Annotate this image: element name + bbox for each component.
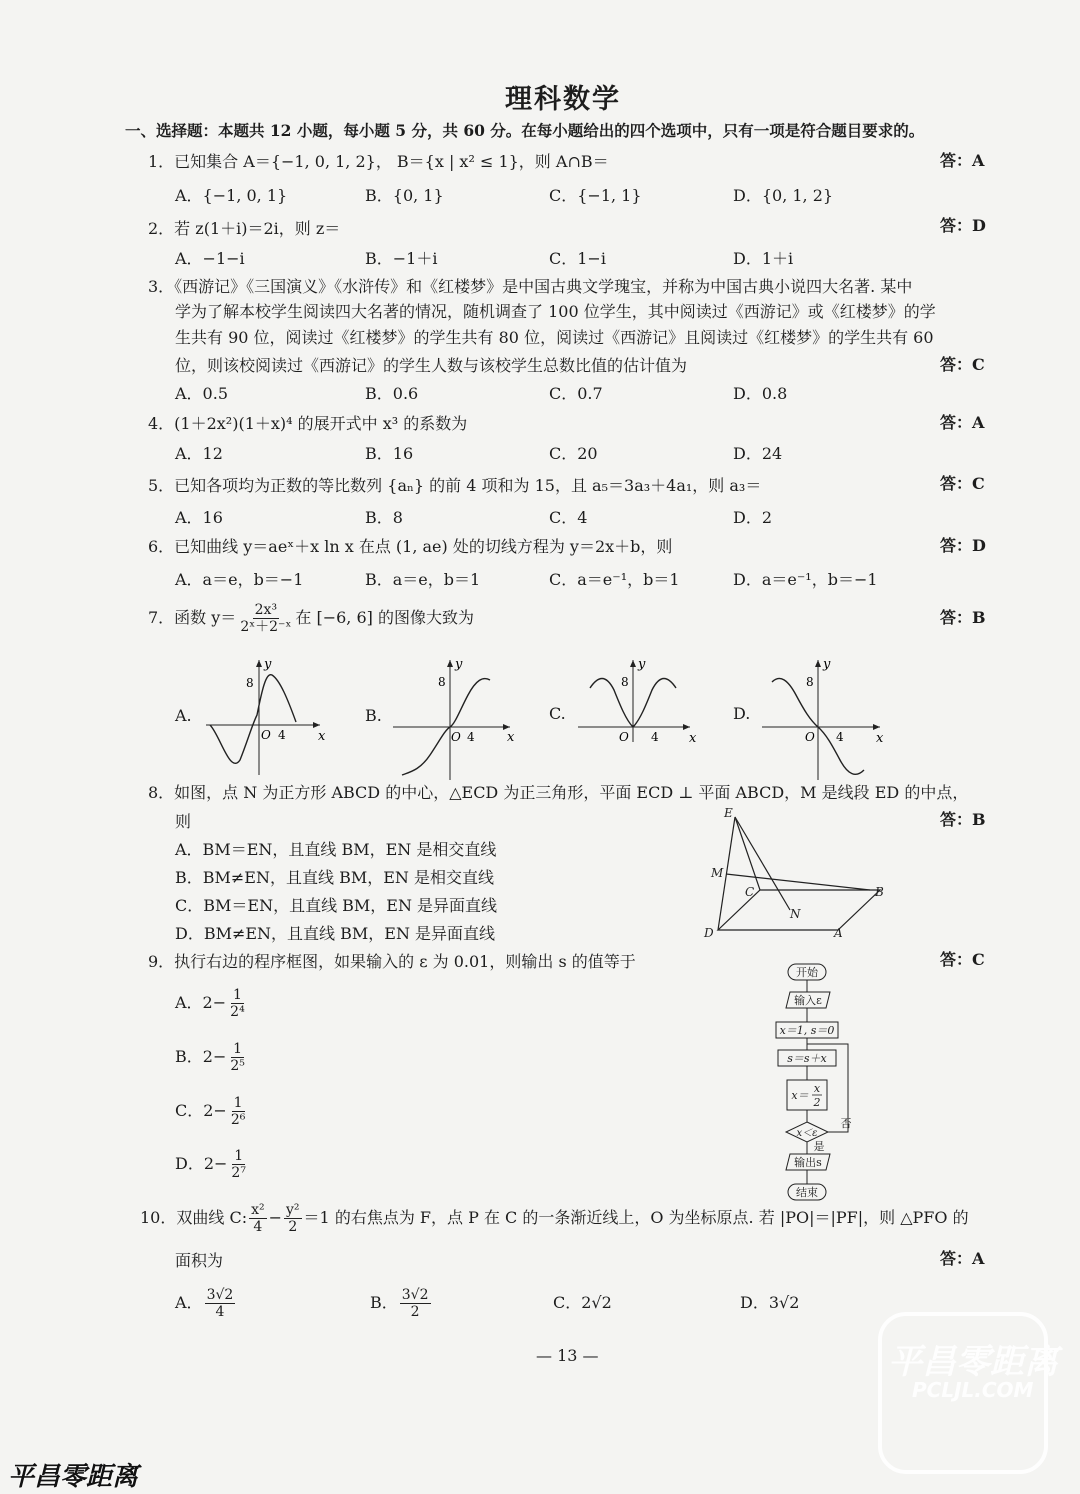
graph-c-y-tick: 8 bbox=[621, 675, 629, 689]
flow-init: x＝1, s＝0 bbox=[779, 1024, 835, 1037]
point-e-label: E bbox=[724, 806, 733, 820]
flow-input: 输入ε bbox=[794, 994, 822, 1007]
point-m-label: M bbox=[711, 866, 724, 880]
q9-option-d bbox=[175, 1146, 250, 1182]
q10-frac2 bbox=[284, 1202, 302, 1235]
q6-option-d: D．a＝e⁻¹，b＝−1 bbox=[733, 570, 878, 589]
q1-stem: 1．已知集合 A＝{−1, 0, 1, 2}， B＝{x | x² ≤ 1}，则 A∩B＝ bbox=[148, 152, 609, 171]
graph-c bbox=[578, 657, 697, 746]
q10-answer: 答：A bbox=[940, 1249, 985, 1268]
q9-option-c-frac bbox=[229, 1095, 248, 1128]
q9-option-a-frac bbox=[228, 987, 247, 1020]
q6-answer: 答：D bbox=[940, 536, 986, 555]
q2-stem: 2．若 z(1＋i)＝2i，则 z＝ bbox=[148, 219, 341, 238]
q8-option-d: D．BM≠EN，且直线 BM，EN 是异面直线 bbox=[175, 924, 496, 943]
q9-option-b bbox=[175, 1039, 249, 1075]
q9-option-a-num: 1 bbox=[232, 987, 242, 1003]
q1-option-b: B．{0, 1} bbox=[365, 186, 444, 205]
q10-suffix: ＝1 的右焦点为 F，点 P 在 C 的一条渐近线上，O 为坐标原点. 若 |PO|＝|PF|，则 △PFO 的 bbox=[303, 1208, 969, 1227]
q9-option-a-den: 2⁴ bbox=[230, 1004, 245, 1020]
graph-d-y-label: y bbox=[823, 657, 831, 672]
q7-label-a: A. bbox=[175, 706, 192, 725]
q1-option-c: C．{−1, 1} bbox=[549, 186, 642, 205]
graph-b-y-label: y bbox=[455, 657, 463, 672]
q9-answer: 答：C bbox=[940, 950, 985, 969]
q10-option-b bbox=[370, 1285, 433, 1321]
q2-answer: 答：D bbox=[940, 216, 986, 235]
q4-option-c: C．20 bbox=[549, 444, 598, 463]
graph-d-y-tick: 8 bbox=[806, 675, 814, 689]
q9-option-a bbox=[175, 985, 249, 1021]
point-d-label: D bbox=[704, 926, 714, 940]
q6-stem: 6．已知曲线 y＝aeˣ＋x ln x 在点 (1, ae) 处的切线方程为 y＝2x＋b，则 bbox=[148, 537, 673, 556]
q10-option-b-num: 3√2 bbox=[401, 1287, 429, 1303]
q7-den: 2ˣ＋2⁻ˣ bbox=[240, 619, 292, 635]
q7-label-b: B. bbox=[365, 706, 382, 725]
graph-a-origin: O bbox=[261, 728, 271, 742]
flow-no: 否 bbox=[840, 1117, 852, 1130]
q4-option-a: A．12 bbox=[175, 444, 223, 463]
q10-n2: y² bbox=[286, 1202, 300, 1218]
graph-c-x-label: x bbox=[689, 731, 697, 746]
q8-option-b: B．BM≠EN，且直线 BM，EN 是相交直线 bbox=[175, 868, 494, 887]
graph-b bbox=[393, 657, 515, 780]
q5-option-a: A．16 bbox=[175, 508, 223, 527]
q9-option-c-den: 2⁶ bbox=[230, 1112, 246, 1128]
q8-option-a: A．BM＝EN，且直线 BM，EN 是相交直线 bbox=[175, 840, 497, 859]
q3-option-b: B．0.6 bbox=[365, 384, 419, 403]
q1-answer: 答：A bbox=[940, 151, 985, 170]
q10-option-d: D．3√2 bbox=[740, 1293, 800, 1312]
q9-option-b-frac bbox=[228, 1041, 247, 1074]
flow-end: 结束 bbox=[796, 1186, 818, 1199]
q3-answer: 答：C bbox=[940, 355, 985, 374]
point-c-label: C bbox=[745, 885, 755, 899]
q8-answer: 答：B bbox=[940, 810, 986, 829]
q7-prefix: 7．函数 y＝ bbox=[148, 608, 237, 627]
watermark-url: PCLJL.COM bbox=[912, 1378, 1034, 1402]
q9-option-d-label: D．2− bbox=[175, 1154, 228, 1173]
q9-option-b-den: 2⁵ bbox=[230, 1058, 245, 1074]
flow-half-num: x bbox=[813, 1082, 821, 1095]
page-number: — 13 — bbox=[536, 1346, 599, 1365]
watermark-corner-text: 平昌零距离 bbox=[8, 1462, 139, 1492]
q1-option-d: D．{0, 1, 2} bbox=[733, 186, 834, 205]
q10-option-a bbox=[175, 1285, 237, 1321]
q10-option-b-frac bbox=[400, 1287, 431, 1320]
q2-option-a: A．−1−i bbox=[175, 249, 245, 268]
flow-half-left: x＝ bbox=[791, 1089, 809, 1102]
q9-option-c-label: C．2− bbox=[175, 1101, 227, 1120]
q4-option-b: B．16 bbox=[365, 444, 414, 463]
q5-option-d: D．2 bbox=[733, 508, 773, 527]
q10-prefix: 10．双曲线 C: bbox=[140, 1208, 248, 1227]
graph-a-x-label: x bbox=[318, 729, 326, 744]
flow-condition: x＜ε bbox=[796, 1128, 818, 1139]
q3-line1: 3．《西游记》《三国演义》《水浒传》和《红楼梦》是中国古典文学瑰宝，并称为中国古典小说四大名著. 某中 bbox=[148, 277, 913, 296]
graph-a bbox=[206, 657, 326, 775]
q10-stem bbox=[140, 1200, 969, 1236]
point-a-label: A bbox=[834, 926, 843, 940]
graph-d-x-label: x bbox=[876, 731, 884, 746]
graph-d-origin: O bbox=[805, 730, 815, 744]
graph-c-y-label: y bbox=[638, 657, 646, 672]
q10-option-b-label: B． bbox=[370, 1293, 398, 1312]
graph-b-origin: O bbox=[451, 730, 461, 744]
q2-option-b: B．−1＋i bbox=[365, 249, 438, 268]
q10-frac1 bbox=[249, 1202, 267, 1235]
q10-option-a-label: A． bbox=[175, 1293, 203, 1312]
q10-option-b-den: 2 bbox=[410, 1304, 420, 1320]
q10-minus: − bbox=[268, 1208, 283, 1227]
graph-d-x-tick: 4 bbox=[836, 730, 844, 744]
q5-answer: 答：C bbox=[940, 474, 985, 493]
q4-option-d: D．24 bbox=[733, 444, 783, 463]
q8-figure-labels bbox=[703, 806, 884, 940]
section-heading: 一、选择题：本题共 12 小题，每小题 5 分，共 60 分。在每小题给出的四个选项中，只有一项是符合题目要求的。 bbox=[125, 121, 925, 140]
q4-answer: 答：A bbox=[940, 413, 985, 432]
q9-option-a-label: A．2− bbox=[175, 993, 227, 1012]
graph-c-origin: O bbox=[619, 730, 629, 744]
q3-option-d: D．0.8 bbox=[733, 384, 788, 403]
flow-output: 输出s bbox=[794, 1156, 822, 1169]
page-title: 理科数学 bbox=[505, 84, 621, 115]
q10-line2: 面积为 bbox=[175, 1251, 224, 1270]
q3-line3: 生共有 90 位，阅读过《红楼梦》的学生共有 80 位，阅读过《西游记》且阅读过《红楼梦》的学生共有 60 bbox=[175, 328, 934, 347]
q9-option-b-num: 1 bbox=[233, 1041, 243, 1057]
q10-option-a-frac bbox=[205, 1287, 236, 1320]
watermark-logo-text: 平昌零距离 bbox=[888, 1342, 1058, 1382]
q1-option-a: A．{−1, 0, 1} bbox=[175, 186, 288, 205]
graph-b-y-tick: 8 bbox=[438, 675, 446, 689]
point-n-label: N bbox=[790, 907, 801, 921]
q10-d1: 4 bbox=[253, 1219, 263, 1235]
flow-start: 开始 bbox=[796, 966, 818, 979]
graph-b-x-tick: 4 bbox=[467, 730, 475, 744]
q3-line2: 学为了解本校学生阅读四大名著的情况，随机调查了 100 位学生，其中阅读过《西游记》或《红楼梦》的学 bbox=[175, 302, 936, 321]
q7-label-d: D. bbox=[733, 704, 751, 723]
q8-line2: 则 bbox=[175, 812, 192, 831]
q10-option-a-den: 4 bbox=[215, 1304, 225, 1320]
q2-option-c: C．1−i bbox=[549, 249, 606, 268]
q5-stem: 5．已知各项均为正数的等比数列 {aₙ} 的前 4 项和为 15，且 a₅＝3a₃＋4a₁，则 a₃＝ bbox=[148, 476, 762, 495]
flow-half-den: 2 bbox=[813, 1096, 821, 1109]
q8-option-c: C．BM＝EN，且直线 BM，EN 是异面直线 bbox=[175, 896, 498, 915]
q10-d2: 2 bbox=[288, 1219, 298, 1235]
graph-d bbox=[762, 657, 884, 780]
q9-option-c bbox=[175, 1093, 249, 1129]
flow-yes: 是 bbox=[813, 1140, 825, 1153]
q5-option-b: B．8 bbox=[365, 508, 403, 527]
q5-option-c: C．4 bbox=[549, 508, 588, 527]
graph-a-x-tick: 4 bbox=[278, 728, 286, 742]
q9-option-d-num: 1 bbox=[234, 1148, 244, 1164]
q6-option-b: B．a＝e，b＝1 bbox=[365, 570, 481, 589]
graph-a-y-label: y bbox=[264, 657, 272, 672]
q3-option-a: A．0.5 bbox=[175, 384, 229, 403]
q10-n1: x² bbox=[251, 1202, 265, 1218]
q9-option-d-frac bbox=[229, 1148, 248, 1181]
q7-num: 2x³ bbox=[254, 602, 278, 618]
q3-line4: 位，则该校阅读过《西游记》的学生人数与该校学生总数比值的估计值为 bbox=[175, 356, 688, 375]
q2-option-d: D．1＋i bbox=[733, 249, 794, 268]
q9-option-b-label: B．2− bbox=[175, 1047, 227, 1066]
graph-b-x-label: x bbox=[507, 730, 515, 745]
q7-label-c: C. bbox=[549, 704, 566, 723]
q3-option-c: C．0.7 bbox=[549, 384, 603, 403]
q7-answer: 答：B bbox=[940, 608, 986, 627]
q7-suffix: 在 [−6, 6] 的图像大致为 bbox=[295, 608, 474, 627]
graph-c-x-tick: 4 bbox=[651, 730, 659, 744]
q9-stem: 9．执行右边的程序框图，如果输入的 ε 为 0.01，则输出 s 的值等于 bbox=[148, 952, 636, 971]
q9-option-d-den: 2⁷ bbox=[231, 1165, 246, 1181]
q10-option-c: C．2√2 bbox=[553, 1293, 612, 1312]
graph-a-y-tick: 8 bbox=[246, 676, 254, 690]
q6-option-a: A．a＝e，b＝−1 bbox=[175, 570, 304, 589]
q8-line1: 8．如图，点 N 为正方形 ABCD 的中心，△ECD 为正三角形，平面 ECD ⊥ 平面 ABCD，M 是线段 ED 的中点， bbox=[148, 783, 969, 802]
point-b-label: B bbox=[875, 885, 884, 899]
q4-stem: 4．(1＋2x²)(1＋x)⁴ 的展开式中 x³ 的系数为 bbox=[148, 414, 468, 433]
q6-option-c: C．a＝e⁻¹，b＝1 bbox=[549, 570, 680, 589]
flow-sum: s＝s＋x bbox=[787, 1052, 827, 1065]
q9-flowchart-text bbox=[780, 965, 852, 1199]
q9-option-c-num: 1 bbox=[233, 1095, 243, 1111]
q10-option-a-num: 3√2 bbox=[206, 1287, 234, 1303]
